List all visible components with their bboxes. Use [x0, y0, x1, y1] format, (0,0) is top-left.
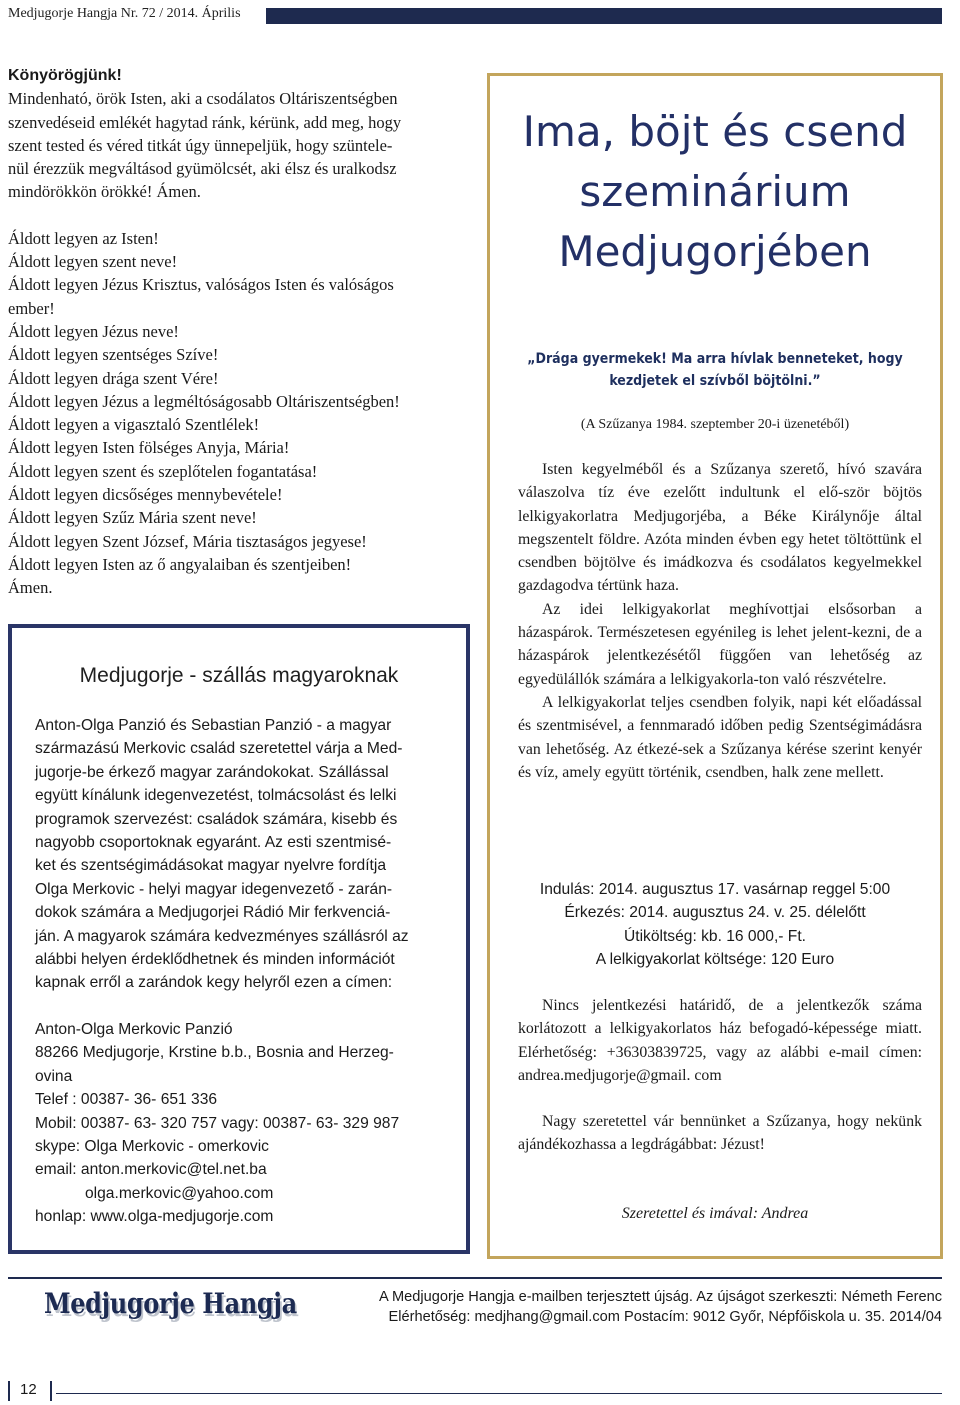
litany-line: Ámen.: [8, 578, 53, 598]
header-title: Medjugorje Hangja Nr. 72 / 2014. Április: [8, 6, 241, 21]
litany-line: Áldott legyen szent neve!: [8, 252, 178, 272]
quote-line: „Drága gyermekek! Ma arra hívlak benneteket, hogy: [527, 351, 903, 367]
footer-divider: [8, 1277, 942, 1279]
footer-line-2: Elérhetőség: medjhang@gmail.com Postacím: 9012 Győr, Népfőiskola u. 35. 2014/04: [388, 1309, 942, 1325]
lodging-line: ján. A magyarok számára kedvezményes szállásról az: [35, 927, 409, 945]
prayer-title: Könyörögjünk!: [8, 67, 122, 84]
litany-line: Áldott legyen Szűz Mária szent neve!: [8, 508, 257, 528]
date-line: Útiköltség: kb. 16 000,- Ft.: [623, 927, 806, 945]
date-line: A lelkigyakorlat költsége: 120 Euro: [595, 950, 835, 968]
litany-line: Áldott legyen Isten fölséges Anyja, Mária!: [8, 438, 290, 458]
lodging-line: nagyobb csoportoknak egyaránt. Az esti szentmisé-: [35, 834, 392, 852]
seminar-title: [490, 102, 940, 282]
prayer-column: [8, 64, 468, 600]
litany-line: Áldott legyen Isten az ő angyalaiban és szentjeiben!: [8, 554, 352, 574]
date-line: Érkezés: 2014. augusztus 24. v. 25. délelőtt: [564, 904, 866, 922]
seminar-signature: Szeretettel és imával: Andrea: [621, 1205, 809, 1222]
seminar-dates: [490, 878, 940, 971]
seminar-paragraph: Isten kegyelméből és a Szűzanya szerető, hívó szavára válaszolva tíz éve ezelőtt indultunk el elő-ször böjtös lelkigyakorlatra Medjugorjéba, a Béke Királynője által megszentelt földre. Azóta minden évben egy hetet töltöttünk el csendben böjtölve és imádkozva és csodálatos kegyelmekkel gazdagodva tértünk haza.: [518, 461, 922, 595]
footer-logo: Medjugorje Hangja: [44, 1287, 297, 1320]
date-line: Indulás: 2014. augusztus 17. vasárnap reggel 5:00: [539, 881, 891, 898]
quote-line: kezdjetek el szívből böjtölni.”: [609, 373, 821, 389]
lodging-line: alábbi helyen érdeklődhetnek és minden információt: [35, 951, 395, 969]
lodging-address: [35, 1018, 447, 1229]
litany-line: Áldott legyen szentséges Szíve!: [8, 345, 219, 365]
seminar-title-line: Ima, böjt és csend: [522, 107, 908, 156]
litany-line: Áldott legyen Jézus Krisztus, valóságos Isten és valóságos: [8, 275, 394, 295]
seminar-box: [487, 73, 943, 1259]
mobile-line: Mobil: 00387- 63- 320 757 vagy: 00387- 63- 329 987: [35, 1114, 400, 1132]
prayer-line: mindörökkön örökké! Ámen.: [8, 182, 201, 202]
litany-line: Áldott legyen szent és szeplőtelen fogantatása!: [8, 461, 318, 481]
lodging-line: dokok számára a Medjugorjei Rádió Mir ferkvenciá-: [35, 904, 391, 922]
address-line: Anton-Olga Merkovic Panzió: [35, 1020, 233, 1038]
litany-line: Áldott legyen dicsőséges mennybevétele!: [8, 485, 283, 505]
email-line-2: olga.merkovic@yahoo.com: [85, 1184, 274, 1202]
phone-line: Telef : 00387- 36- 651 336: [35, 1091, 218, 1109]
bottom-divider: [56, 1393, 942, 1394]
address-line: 88266 Medjugorje, Krstine b.b., Bosnia and Herzeg-: [35, 1044, 394, 1062]
litany-line: Áldott legyen Jézus a legméltóságosabb Oltáriszentségben!: [8, 391, 400, 411]
header-bar: [266, 8, 942, 24]
seminar-paragraph: Nincs jelentkezési határidő, de a jelentkezők száma korlátozott a lelkigyakorlatos ház befogadó-képessége miatt. Elérhetőség: +36303839725, vagy az alábbi e-mail címen: andrea.medjugorje@gmail. com: [518, 997, 922, 1084]
lodging-line: programok szervezést: családok számára, kisebb és: [35, 810, 398, 828]
lodging-title: Medjugorje - szállás magyaroknak: [79, 664, 399, 687]
seminar-paragraph: Az idei lelkigyakorlat meghívottjai elsősorban a házaspárok. Természetesen egyénileg is lehet jelent-kezni, de a házaspárok jelentkezésétől függően van lehetőség az egyedülállók számára a lelkigyakorla-ton való részvételre.: [518, 600, 922, 688]
footer-text: [322, 1287, 942, 1327]
prayer-line: nül érezzük megváltásod gyümölcsét, aki élsz és uralkodsz: [8, 159, 397, 179]
seminar-title-line: szeminárium: [579, 167, 851, 216]
quote-source: (A Szűzanya 1984. szeptember 20-i üzenetéből): [580, 417, 850, 432]
litany-line: Áldott legyen Szent József, Mária tisztaságos jegyese!: [8, 531, 367, 551]
litany-line: ember!: [8, 298, 55, 318]
page-number: 12: [20, 1381, 37, 1398]
email-line: email: anton.merkovic@tel.net.ba: [35, 1161, 267, 1179]
lodging-body: [35, 714, 447, 1229]
litany-line: Áldott legyen az Isten!: [8, 228, 159, 248]
litany-line: Áldott legyen a vigasztaló Szentlélek!: [8, 415, 260, 435]
litany-list: [8, 227, 468, 600]
seminar-quote: [490, 348, 940, 392]
skype-line: skype: Olga Merkovic - omerkovic: [35, 1137, 269, 1155]
lodging-line: Anton-Olga Panzió és Sebastian Panzió - a magyar: [35, 717, 392, 734]
lodging-line: jugorje-be érkező magyar zarándokokat. Szállással: [35, 763, 389, 781]
seminar-title-line: Medjugorjében: [558, 227, 872, 276]
lodging-line: együtt kínálunk idegenvezetést, tolmácsolást és lelki: [35, 787, 397, 805]
seminar-body: [518, 458, 922, 784]
lodging-line: ket és szentségimádásokat magyar nyelvre fordítja: [35, 857, 387, 875]
lodging-line: származású Merkovic család szeretettel várja a Med-: [35, 740, 403, 758]
litany-line: Áldott legyen Jézus neve!: [8, 321, 179, 341]
prayer-line: Mindenható, örök Isten, aki a csodálatos Oltáriszentségben: [8, 89, 398, 109]
seminar-contact: [518, 994, 922, 1157]
seminar-paragraph: A lelkigyakorlat teljes csendben folyik, napi két előadással és szentmisével, a fennmaradó időben pedig Szentségimádásra van lehetőség. Az étkezé-sek a Szűzanya kérése szerint kenyér és víz, amely együtt történik, csendben, halk zene mellett.: [518, 693, 922, 781]
prayer-line: szent tested és véred titkát úgy ünnepeljük, hogy szüntele-: [8, 135, 393, 155]
litany-line: Áldott legyen drága szent Vére!: [8, 368, 219, 388]
address-line: ovina: [35, 1067, 73, 1085]
website-line: honlap: www.olga-medjugorje.com: [35, 1208, 274, 1226]
lodging-box: [8, 624, 470, 1254]
lodging-line: Olga Merkovic - helyi magyar idegenvezető - zarán-: [35, 880, 393, 898]
page-header: [8, 4, 942, 28]
prayer-line: szenvedéseid emlékét hagytad ránk, kérünk, add meg, hogy: [8, 112, 402, 132]
footer-line-1: A Medjugorje Hangja e-mailben terjesztett újság. Az újságot szerkeszti: Németh Ferenc: [379, 1289, 942, 1305]
seminar-paragraph: Nagy szeretettel vár bennünket a Szűzanya, hogy nekünk ajándékozhassa a legdrágábbat: Jézust!: [518, 1113, 922, 1154]
lodging-line: kapnak erről a zarándok kegy helyről ezen a címen:: [35, 974, 393, 992]
page-number-bar-right: [50, 1381, 52, 1401]
page-number-bar-left: [8, 1381, 10, 1401]
